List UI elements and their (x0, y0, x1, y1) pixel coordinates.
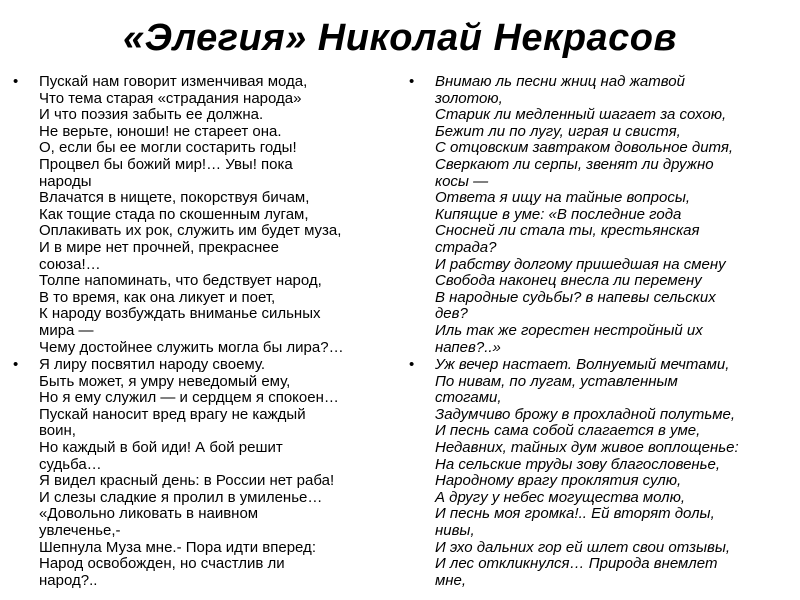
poem-line: И эхо дальних гор ей шлет свои отзывы, (435, 538, 731, 556)
poem-line: И слезы сладкие я пролил в умиленье… (39, 488, 323, 506)
poem-line: увлеченье,- (39, 522, 121, 540)
poem-line: Быть может, я умру неведомый ему, (39, 372, 291, 390)
poem-line: С отцовским завтраком довольное дитя, (435, 139, 734, 157)
poem-line: нивы, (435, 522, 475, 540)
poem-line: Шепнула Муза мне.- Пора идти вперед: (39, 538, 316, 556)
poem-line: мне, (435, 571, 467, 589)
poem-line: Как тощие стада по скошенным лугам, (39, 205, 309, 223)
poem-line: Свобода наконец внесла ли перемену (435, 272, 702, 290)
stanza (408, 74, 792, 356)
poem-line: напев?..» (435, 338, 501, 356)
poem-line: Не верьте, юноши! не стареет она. (39, 122, 282, 140)
poem-line: Недавних, тайных дум живое воплощенье: (435, 439, 739, 457)
poem-line: косы — (435, 172, 489, 190)
poem-line: союза!… (39, 255, 101, 273)
right-column (408, 74, 792, 589)
bullet-icon: • (409, 73, 415, 90)
poem-line: Процвел бы божий мир!… Увы! пока (39, 155, 293, 173)
poem-line: Толпе напоминать, что бедствует народ, (39, 272, 322, 290)
poem-line: золотою, (435, 89, 503, 107)
poem-line: И что поэзия забыть ее должна. (39, 106, 264, 124)
poem-line: Но каждый в бой иди! А бой решит (39, 439, 283, 457)
poem-line: Пускай наносит вред врагу не каждый (39, 405, 306, 423)
poem-line: О, если бы ее могли состарить годы! (39, 139, 297, 157)
stanza (408, 357, 792, 589)
poem-line: Оплакивать их рок, служить им будет муза, (39, 222, 342, 240)
poem-line: По нивам, по лугам, уставленным (435, 372, 678, 390)
poem-line: Что тема старая «страдания народа» (39, 89, 302, 107)
page-title: «Элегия» Николай Некрасов (123, 17, 677, 59)
poem-line: народ?.. (39, 571, 98, 589)
poem-line: Пускай нам говорит изменчивая мода, (39, 73, 308, 90)
poem-line: Сносней ли стала ты, крестьянская (435, 222, 700, 240)
poem-line: Народному врагу проклятия сулю, (435, 472, 682, 490)
poem-line: стогами, (435, 389, 502, 407)
poem-line: На сельские труды зову благословенье, (435, 455, 721, 473)
poem-line: Я видел красный день: в России нет раба! (39, 472, 335, 490)
poem-line: судьба… (39, 455, 102, 473)
poem-line: В то время, как она ликует и поет, (39, 288, 276, 306)
poem-line: Внимаю ль песни жниц над жатвой (435, 73, 685, 90)
poem-line: воин, (39, 422, 76, 440)
left-column (12, 74, 404, 589)
poem-line: Но я ему служил — и сердцем я спокоен… (39, 389, 339, 407)
poem-line: дев? (435, 305, 468, 323)
poem-line: Влачатся в нищете, покорствуя бичам, (39, 189, 310, 207)
poem-line: Иль так же горестен нестройный их (435, 321, 703, 339)
poem-line: Бежит ли по лугу, играя и свистя, (435, 122, 681, 140)
poem-line: страда? (435, 238, 497, 256)
poem-line: мира — (39, 321, 94, 339)
poem-line: Чему достойнее служить могла бы лира?… (39, 338, 344, 356)
stanza (12, 74, 404, 356)
poem-line: А другу у небес могущества молю, (435, 488, 686, 506)
poem-line: Старик ли медленный шагает за сохою, (435, 106, 727, 124)
poem-line: Уж вечер настает. Волнуемый мечтами, (435, 356, 730, 374)
bullet-icon: • (409, 356, 415, 374)
poem-line: В народные судьбы? в напевы сельских (435, 288, 716, 306)
poem-line: народы (39, 172, 92, 190)
poem-line: Задумчиво брожу в прохладной полутьме, (435, 405, 736, 423)
poem-line: И песнь моя громка!.. Ей вторят долы, (435, 505, 715, 523)
poem-line: И в мире нет прочней, прекраснее (39, 238, 279, 256)
poem-line: И песнь сама собой слагается в уме, (435, 422, 701, 440)
bullet-icon: • (13, 73, 19, 90)
stanza (12, 357, 404, 589)
poem-line: И рабству долгому пришедшая на смену (435, 255, 726, 273)
poem-line: Народ освобожден, но счастлив ли (39, 555, 285, 573)
poem-line: Я лиру посвятил народу своему. (39, 356, 266, 374)
poem-line: Кипящие в уме: «В последние года (435, 205, 682, 223)
poem-line: Ответа я ищу на тайные вопросы, (435, 189, 691, 207)
poem-line: «Довольно ликовать в наивном (39, 505, 259, 523)
bullet-icon: • (13, 356, 19, 374)
poem-line: Сверкают ли серпы, звенят ли дружно (435, 155, 714, 173)
poem-line: И лес откликнулся… Природа внемлет (435, 555, 718, 573)
poem-line: К народу возбуждать вниманье сильных (39, 305, 321, 323)
